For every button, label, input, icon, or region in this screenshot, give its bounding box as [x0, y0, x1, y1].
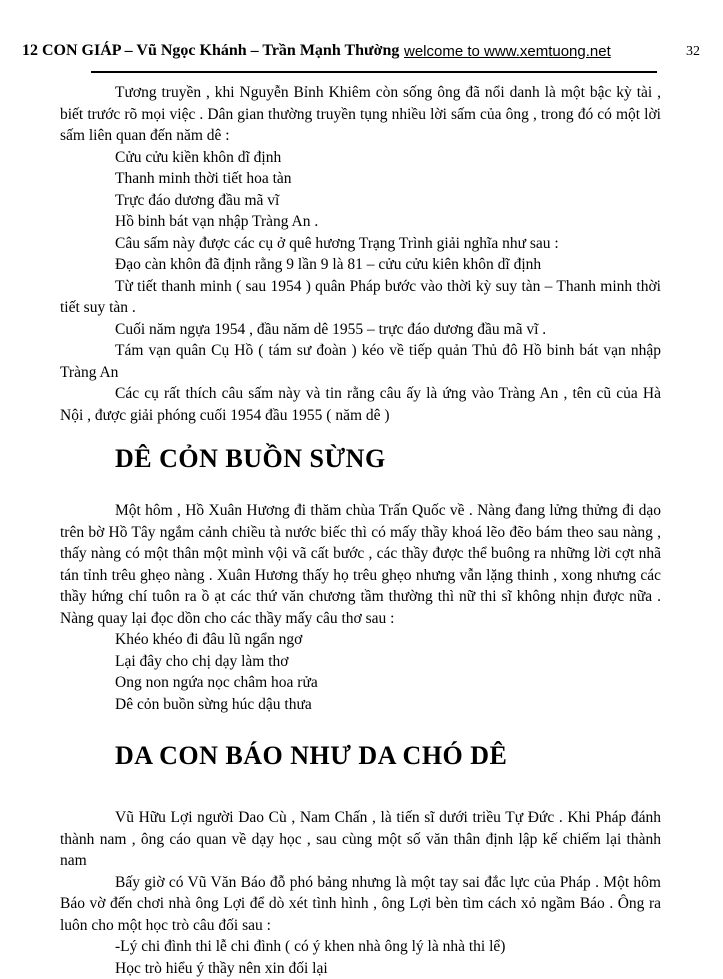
- line-hoc-tro: Học trò hiểu ý thầy nên xin đối lại: [60, 958, 661, 979]
- line-ly-chi: -Lý chi đình thi lễ chi đình ( có ý khen nhà ông lý là nhà thi lể): [60, 936, 661, 958]
- paragraph-dao-can: Đạo càn khôn đã định rằng 9 lần 9 là 81 – cửu cửu kiên khôn dĩ định: [60, 254, 661, 276]
- page-number: 32: [686, 44, 700, 60]
- paragraph-intro: Tương truyền , khi Nguyễn Bỉnh Khiêm còn sống ông đã nổi danh là một bậc kỳ tài , biết trước rõ mọi việc . Dân gian thường truyền tụng nhiều lời sấm của ông , trong đó có một lời sấm liên quan đến năm dê :: [60, 82, 661, 147]
- paragraph-vu-huu-loi: Vũ Hữu Lợi người Dao Cù , Nam Chấn , là tiến sĩ dưới triều Tự Đức . Khi Pháp đánh thành nam , ông cáo quan về dạy học , sau cùng một số văn thân định lập kế chiếm lại thành nam: [60, 807, 661, 872]
- paragraph-tu-tiet: Từ tiết thanh minh ( sau 1954 ) quân Pháp bước vào thời kỳ suy tàn – Thanh minh thời tiết suy tàn .: [60, 276, 661, 319]
- paragraph-giai-nghia: Câu sấm này được các cụ ở quê hương Trạng Trình giải nghĩa như sau :: [60, 233, 661, 255]
- paragraph-cac-cu: Các cụ rất thích câu sấm này và tin rằng câu ấy là ứng vào Tràng An , tên cũ của Hà Nội , được giải phóng cuối 1954 đầu 1955 ( năm dê ): [60, 383, 661, 426]
- verse-line: Lại đây cho chị dạy làm thơ: [60, 651, 661, 673]
- paragraph-xuan-huong: Một hôm , Hồ Xuân Hương đi thăm chùa Trấn Quốc về . Nàng đang lửng thửng đi dạo trên bờ Hồ Tây ngắm cảnh chiều tà nước biếc thì có mấy thầy khoá lẽo đẽo bám theo sau nàng , thấy nàng có một thân một mình vội vã cất bước , các thầy được thể buông ra những lời cợt nhã tán tỉnh trêu ghẹo nàng . Xuân Hương thấy họ trêu ghẹo nhưng vẫn lặng thinh , xong nhưng các thầy hứng chí tuôn ra ồ ạt các thứ văn chương tầm thường thì nữ thi sĩ không nhịn được nữa . Nàng quay lại đọc dồn cho các thầy mấy câu thơ sau :: [60, 500, 661, 629]
- paragraph-bay-gio: Bấy giờ có Vũ Văn Báo đỗ phó bảng nhưng là một tay sai đắc lực của Pháp . Một hôm Báo vờ đến chơi nhà ông Lợi để dò xét tình hình , ông Lợi bèn tìm cách xỏ ngầm Báo . Ông ra luôn cho một học trò câu đối sau :: [60, 872, 661, 937]
- verse-block-sam: [60, 147, 661, 233]
- header-divider: [91, 71, 657, 73]
- verse-line: Thanh minh thời tiết hoa tàn: [60, 168, 661, 190]
- verse-line: Dê cỏn buồn sừng húc dậu thưa: [60, 694, 661, 716]
- verse-line: Hồ binh bát vạn nhập Tràng An .: [60, 211, 661, 233]
- verse-line: Cửu cửu kiền khôn dĩ định: [60, 147, 661, 169]
- verse-line: Khéo khéo đi đâu lũ ngẩn ngơ: [60, 629, 661, 651]
- section-heading-da-con-bao: DA CON BÁO NHƯ DA CHÓ DÊ: [60, 741, 661, 771]
- website-link[interactable]: welcome to www.xemtuong.net: [404, 43, 611, 60]
- verse-line: Trực đáo dương đầu mã vĩ: [60, 190, 661, 212]
- page-header: [0, 0, 723, 75]
- paragraph-tam-van: Tám vạn quân Cụ Hồ ( tám sư đoàn ) kéo về tiếp quản Thủ đô Hồ binh bát vạn nhập Tràng An: [60, 340, 661, 383]
- section-heading-de-con-buon-sung: DÊ CỎN BUỒN SỪNG: [60, 444, 661, 474]
- book-title: 12 CON GIÁP – Vũ Ngọc Khánh – Trần Mạnh Thường: [22, 42, 399, 60]
- paragraph-cuoi-nam: Cuối năm ngựa 1954 , đầu năm dê 1955 – trực đáo dương đầu mã vĩ .: [60, 319, 661, 341]
- verse-line: Ong non ngứa nọc châm hoa rửa: [60, 672, 661, 694]
- verse-block-tho: [60, 629, 661, 715]
- page-body: [60, 82, 661, 979]
